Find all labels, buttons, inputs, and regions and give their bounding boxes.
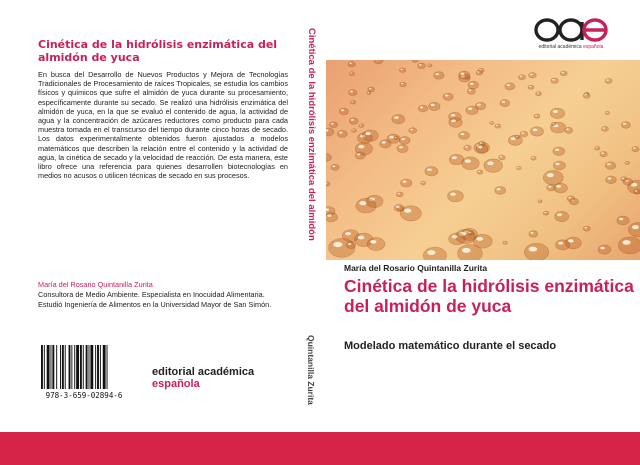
front-cover: [326, 0, 640, 432]
isbn-number: 978-3-659-02894-6: [45, 391, 123, 400]
back-cover-description: En busca del Desarrollo de Nuevos Productos y Mejora de Tecnologías Tradicionales de Procesamiento de raíces Tropicales, se estudia los cambios físicos y químicos que sufre el almidón de yuca durante su procesamiento, específicamente durante su secado. Se realizó una hidrólisis enzimática del almidón de yuca, en la que se evaluó el contenido de agua, la actividad de agua y la concentración de azúcares reductores como producto para cada muestra tomada en el transcurso del tiempo durante cinco horas de secado. Los datos experimentalmente obtenidos fueron ajustados a modelos matemáticos que describen la relación entre el contenido y la actividad de agua, la cinética de secado y la velocidad de reacción. De esta manera, este libro ofrece una referencia para quienes desarrollen biotecnologías en medios no acusos o utilicen técnicas de secado en sus procesos.: [38, 70, 288, 181]
spine-author: Quintanilla Zurita: [306, 335, 316, 405]
back-cover: [0, 0, 298, 432]
back-cover-author: María del Rosario Quintanilla Zurita: [38, 280, 153, 289]
front-cover-subtitle: Modelado matemático durante el secado: [344, 340, 557, 352]
front-cover-title: Cinética de la hidrólisis enzimática del almidón de yuca: [344, 276, 634, 316]
water-droplets-image: [326, 60, 640, 260]
back-cover-author-bio: Consultora de Medio Ambiente. Especialista en Inocuidad Alimentaria. Estudió Ingeniería de Alimentos en la Universidad Mayor de San Simón.: [38, 290, 272, 309]
spine: [298, 0, 326, 432]
back-publisher-main: editorial académica: [152, 366, 255, 378]
spine-title: Cinética de la hidrólisis enzimática del almidón: [306, 28, 317, 241]
droplets-icon: [326, 60, 640, 260]
barcode: [38, 345, 130, 401]
back-cover-title: Cinética de la hidrólisis enzimática del almidón de yuca: [38, 38, 278, 64]
back-publisher-name: [152, 366, 298, 390]
logo-caption-accent: española: [583, 44, 604, 50]
back-publisher-accent: española: [152, 378, 200, 390]
logo-caption: [521, 44, 621, 50]
barcode-icon: [38, 345, 130, 391]
logo-caption-main: editorial académica: [538, 44, 584, 50]
bottom-color-band: [0, 432, 640, 465]
front-cover-author: María del Rosario Quintanilla Zurita: [344, 263, 488, 273]
